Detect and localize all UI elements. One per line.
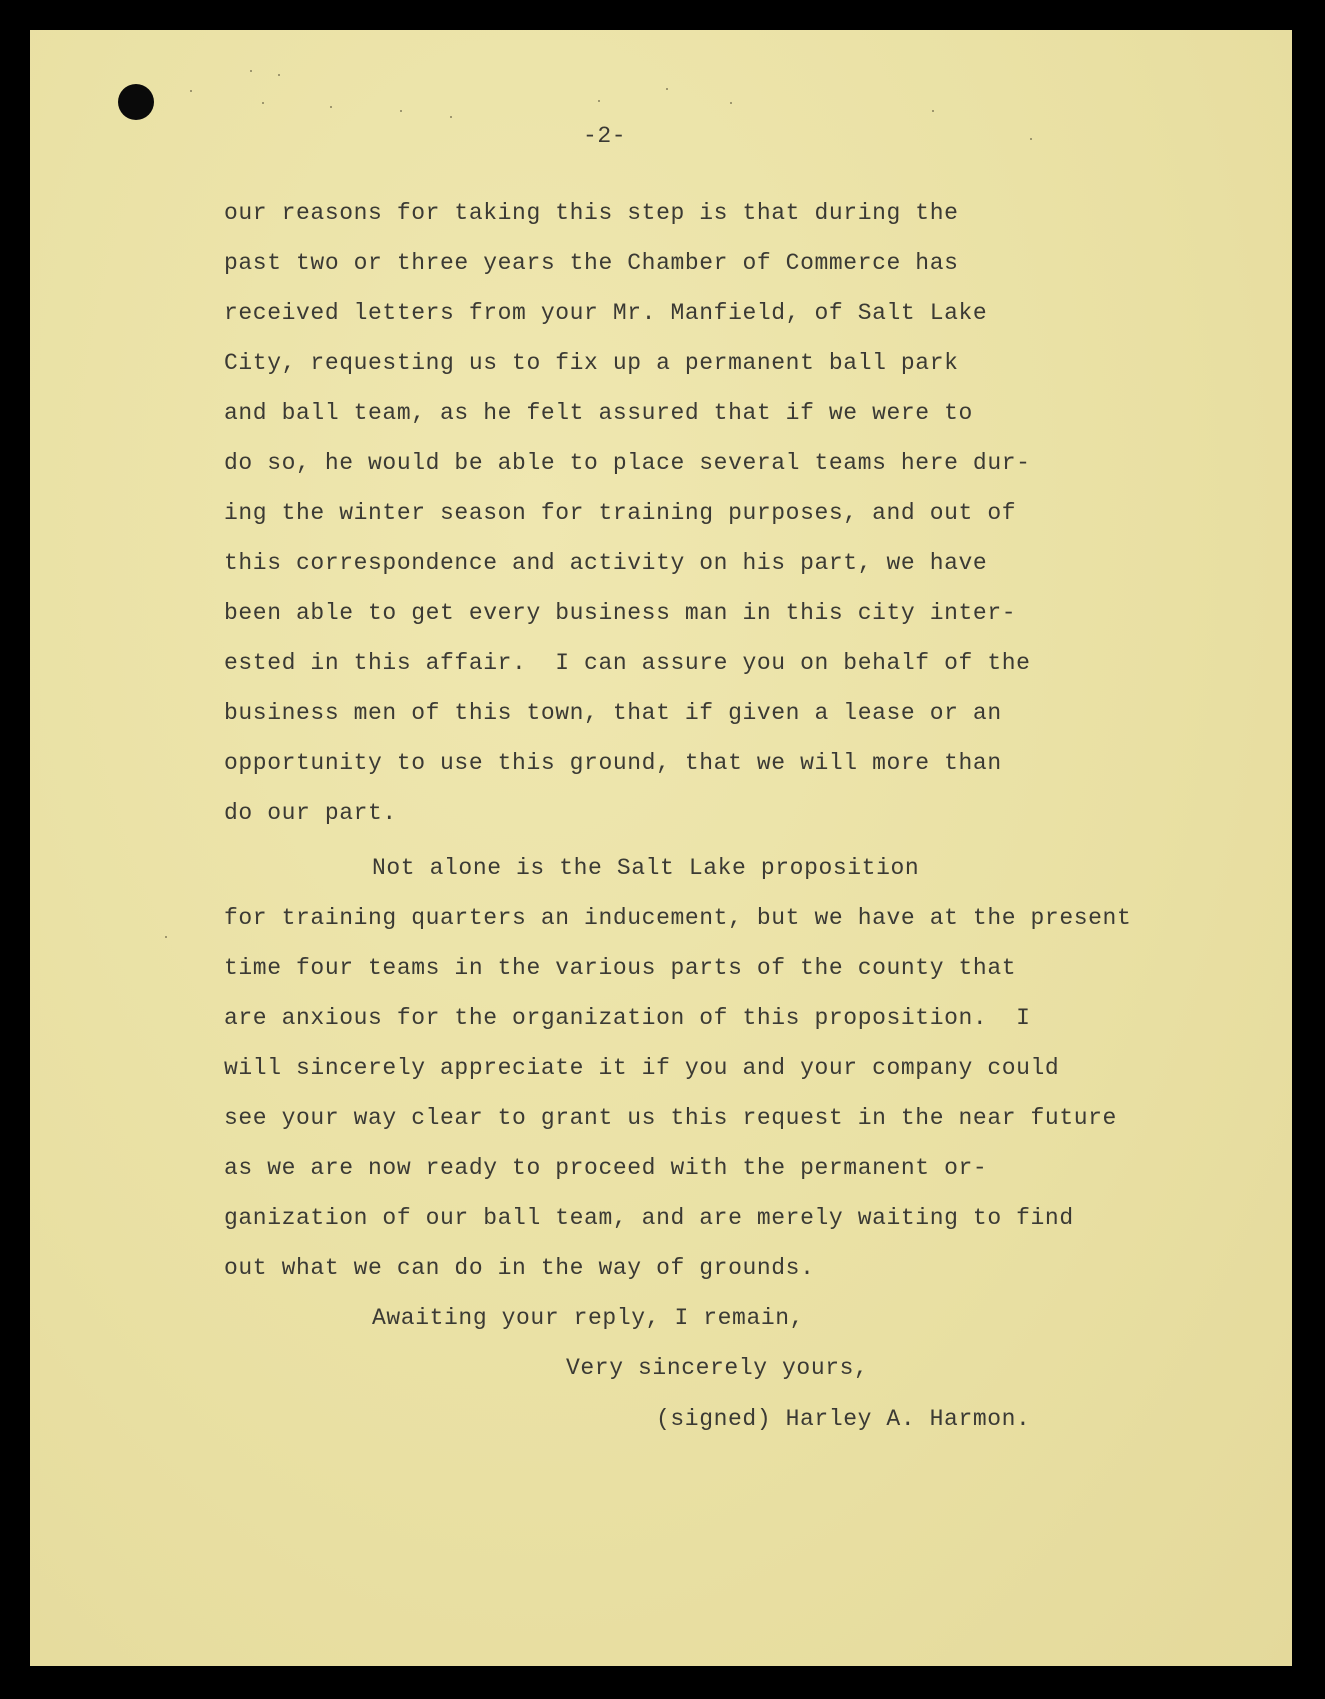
- paper-speck: [190, 90, 192, 92]
- paper-speck: [250, 70, 252, 72]
- body-line: see your way clear to grant us this request in the near future: [224, 1105, 1117, 1131]
- paper-speck: [165, 936, 167, 938]
- paper-speck: [598, 100, 600, 102]
- body-line: ested in this affair. I can assure you on behalf of the: [224, 650, 1031, 676]
- body-line: for training quarters an inducement, but we have at the present: [224, 905, 1132, 931]
- body-line: out what we can do in the way of grounds.: [224, 1255, 815, 1281]
- paper-speck: [330, 106, 332, 108]
- body-line: this correspondence and activity on his part, we have: [224, 550, 988, 576]
- body-line: do so, he would be able to place several teams here dur-: [224, 450, 1031, 476]
- body-line: time four teams in the various parts of the county that: [224, 955, 1017, 981]
- body-line: Not alone is the Salt Lake proposition: [372, 855, 920, 881]
- body-line: ing the winter season for training purposes, and out of: [224, 500, 1017, 526]
- body-line: received letters from your Mr. Manfield, of Salt Lake: [224, 300, 988, 326]
- paper-speck: [450, 116, 452, 118]
- paper-speck: [730, 102, 732, 104]
- body-line: will sincerely appreciate it if you and your company could: [224, 1055, 1060, 1081]
- page-number: -2-: [583, 123, 627, 149]
- body-line: opportunity to use this ground, that we will more than: [224, 750, 1002, 776]
- paper-speck: [262, 102, 264, 104]
- paper-speck: [932, 110, 934, 112]
- punch-hole: [118, 84, 154, 120]
- paper-speck: [666, 88, 668, 90]
- body-line: as we are now ready to proceed with the permanent or-: [224, 1155, 988, 1181]
- signature-line: (signed) Harley A. Harmon.: [656, 1406, 1031, 1432]
- paper-speck: [400, 110, 402, 112]
- body-line: are anxious for the organization of this proposition. I: [224, 1005, 1031, 1031]
- body-line: been able to get every business man in this city inter-: [224, 600, 1017, 626]
- body-line: do our part.: [224, 800, 397, 826]
- body-line: and ball team, as he felt assured that if we were to: [224, 400, 973, 426]
- body-line: past two or three years the Chamber of Commerce has: [224, 250, 959, 276]
- body-line: ganization of our ball team, and are merely waiting to find: [224, 1205, 1074, 1231]
- body-line: our reasons for taking this step is that during the: [224, 200, 959, 226]
- paper-speck: [278, 74, 280, 76]
- paper-speck: [1030, 138, 1032, 140]
- body-line: City, requesting us to fix up a permanent ball park: [224, 350, 959, 376]
- body-line: business men of this town, that if given a lease or an: [224, 700, 1002, 726]
- closing-valediction: Very sincerely yours,: [566, 1355, 869, 1381]
- closing-line: Awaiting your reply, I remain,: [372, 1305, 805, 1331]
